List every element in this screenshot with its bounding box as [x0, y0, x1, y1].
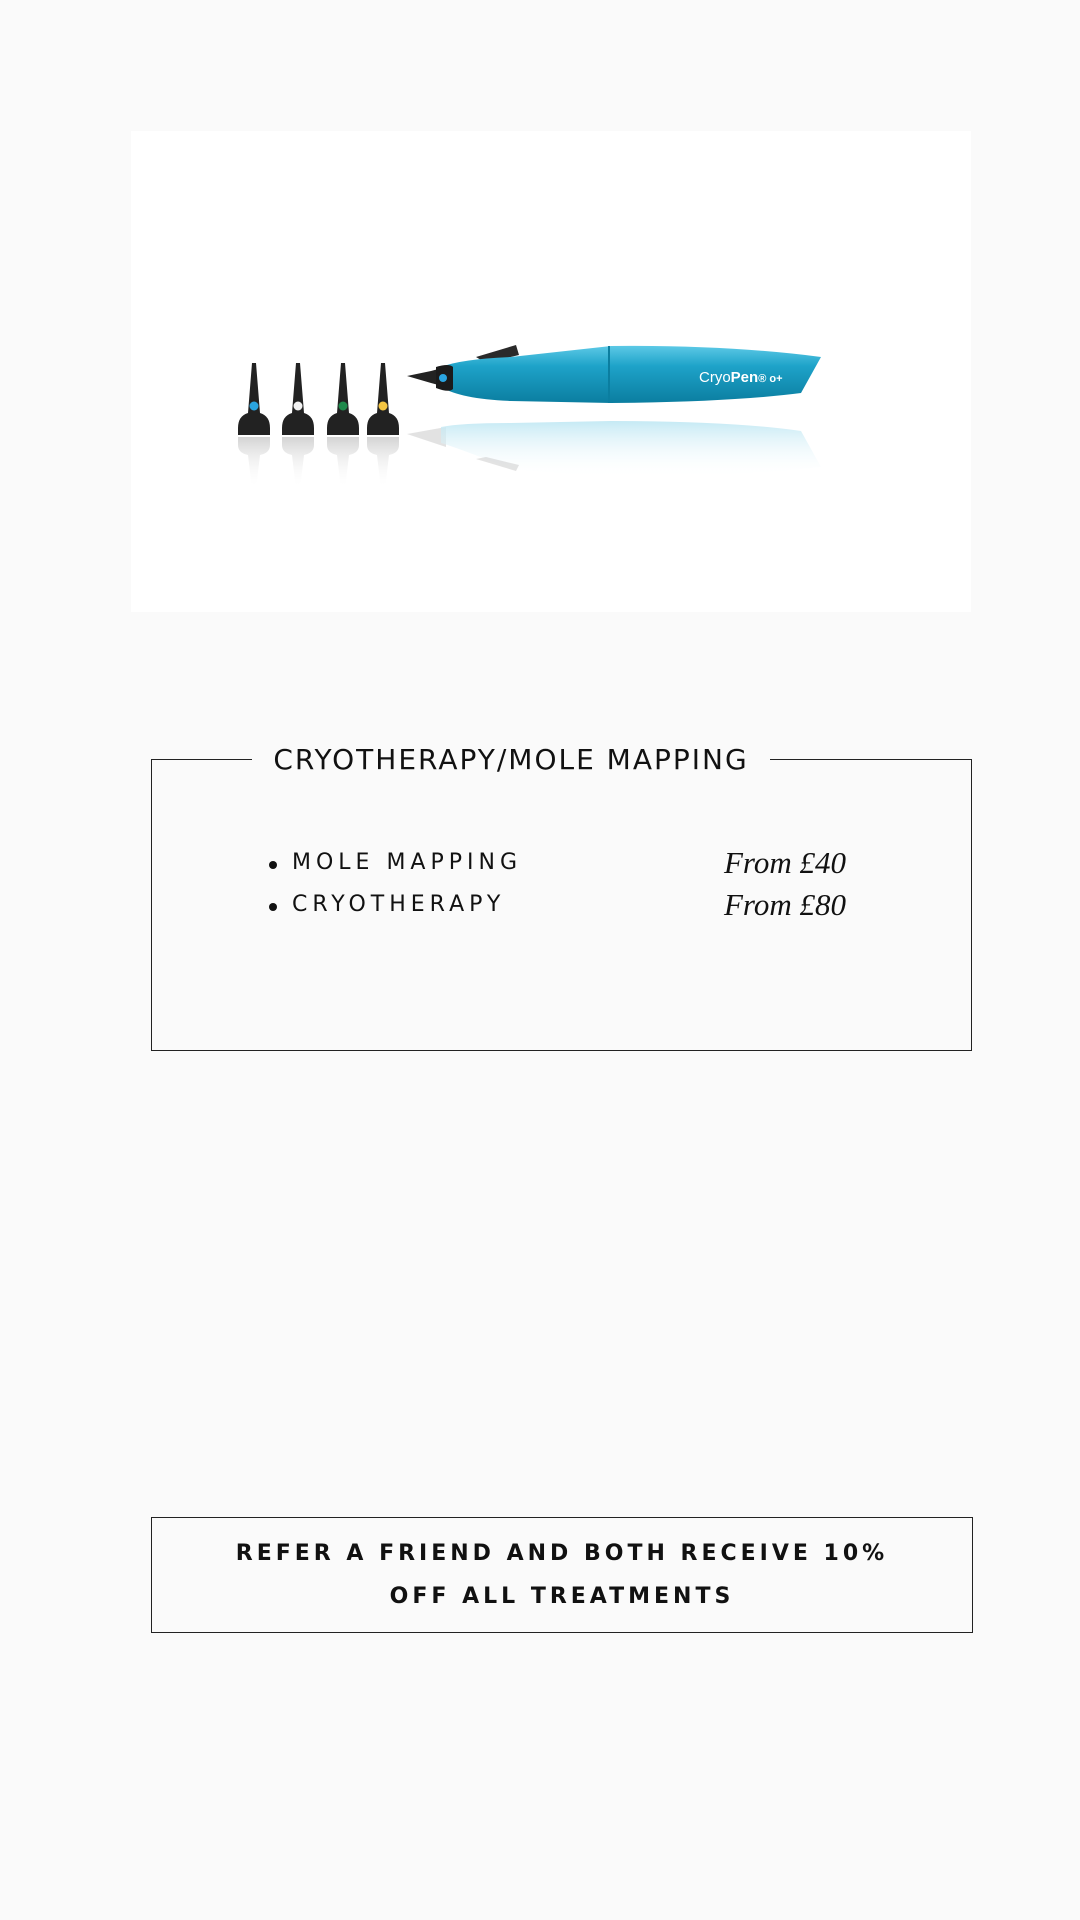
- price-list-item: [264, 845, 864, 885]
- cryopen-device: [407, 345, 821, 478]
- referral-text-line-1: REFER A FRIEND AND BOTH RECEIVE 10%: [235, 1541, 889, 1566]
- applicator-tip-1: [238, 363, 270, 489]
- treatment-name: CRYOTHERAPY: [292, 892, 506, 917]
- bullet-icon: [269, 861, 277, 869]
- bullet-icon: [269, 903, 277, 911]
- brand-text-bold: Pen: [730, 369, 759, 386]
- price-list-title-wrap: [252, 736, 770, 782]
- cryopen-illustration: [131, 131, 971, 612]
- treatment-price: From £40: [724, 845, 846, 880]
- product-image: [131, 131, 971, 612]
- applicator-tip-2: [282, 363, 314, 489]
- treatment-price: From £80: [724, 887, 846, 922]
- price-list-item: [264, 887, 864, 927]
- price-list-title: CRYOTHERAPY/MOLE MAPPING: [273, 742, 749, 776]
- referral-banner: [151, 1517, 973, 1633]
- applicator-tip-4: [367, 363, 399, 489]
- brand-text-light: Cryo: [699, 369, 731, 386]
- applicator-tips: [238, 363, 399, 489]
- referral-text-line-2: OFF ALL TREATMENTS: [389, 1584, 735, 1609]
- treatment-name: MOLE MAPPING: [292, 850, 523, 875]
- applicator-tip-3: [327, 363, 359, 489]
- brand-suffix: ® o+: [758, 373, 783, 385]
